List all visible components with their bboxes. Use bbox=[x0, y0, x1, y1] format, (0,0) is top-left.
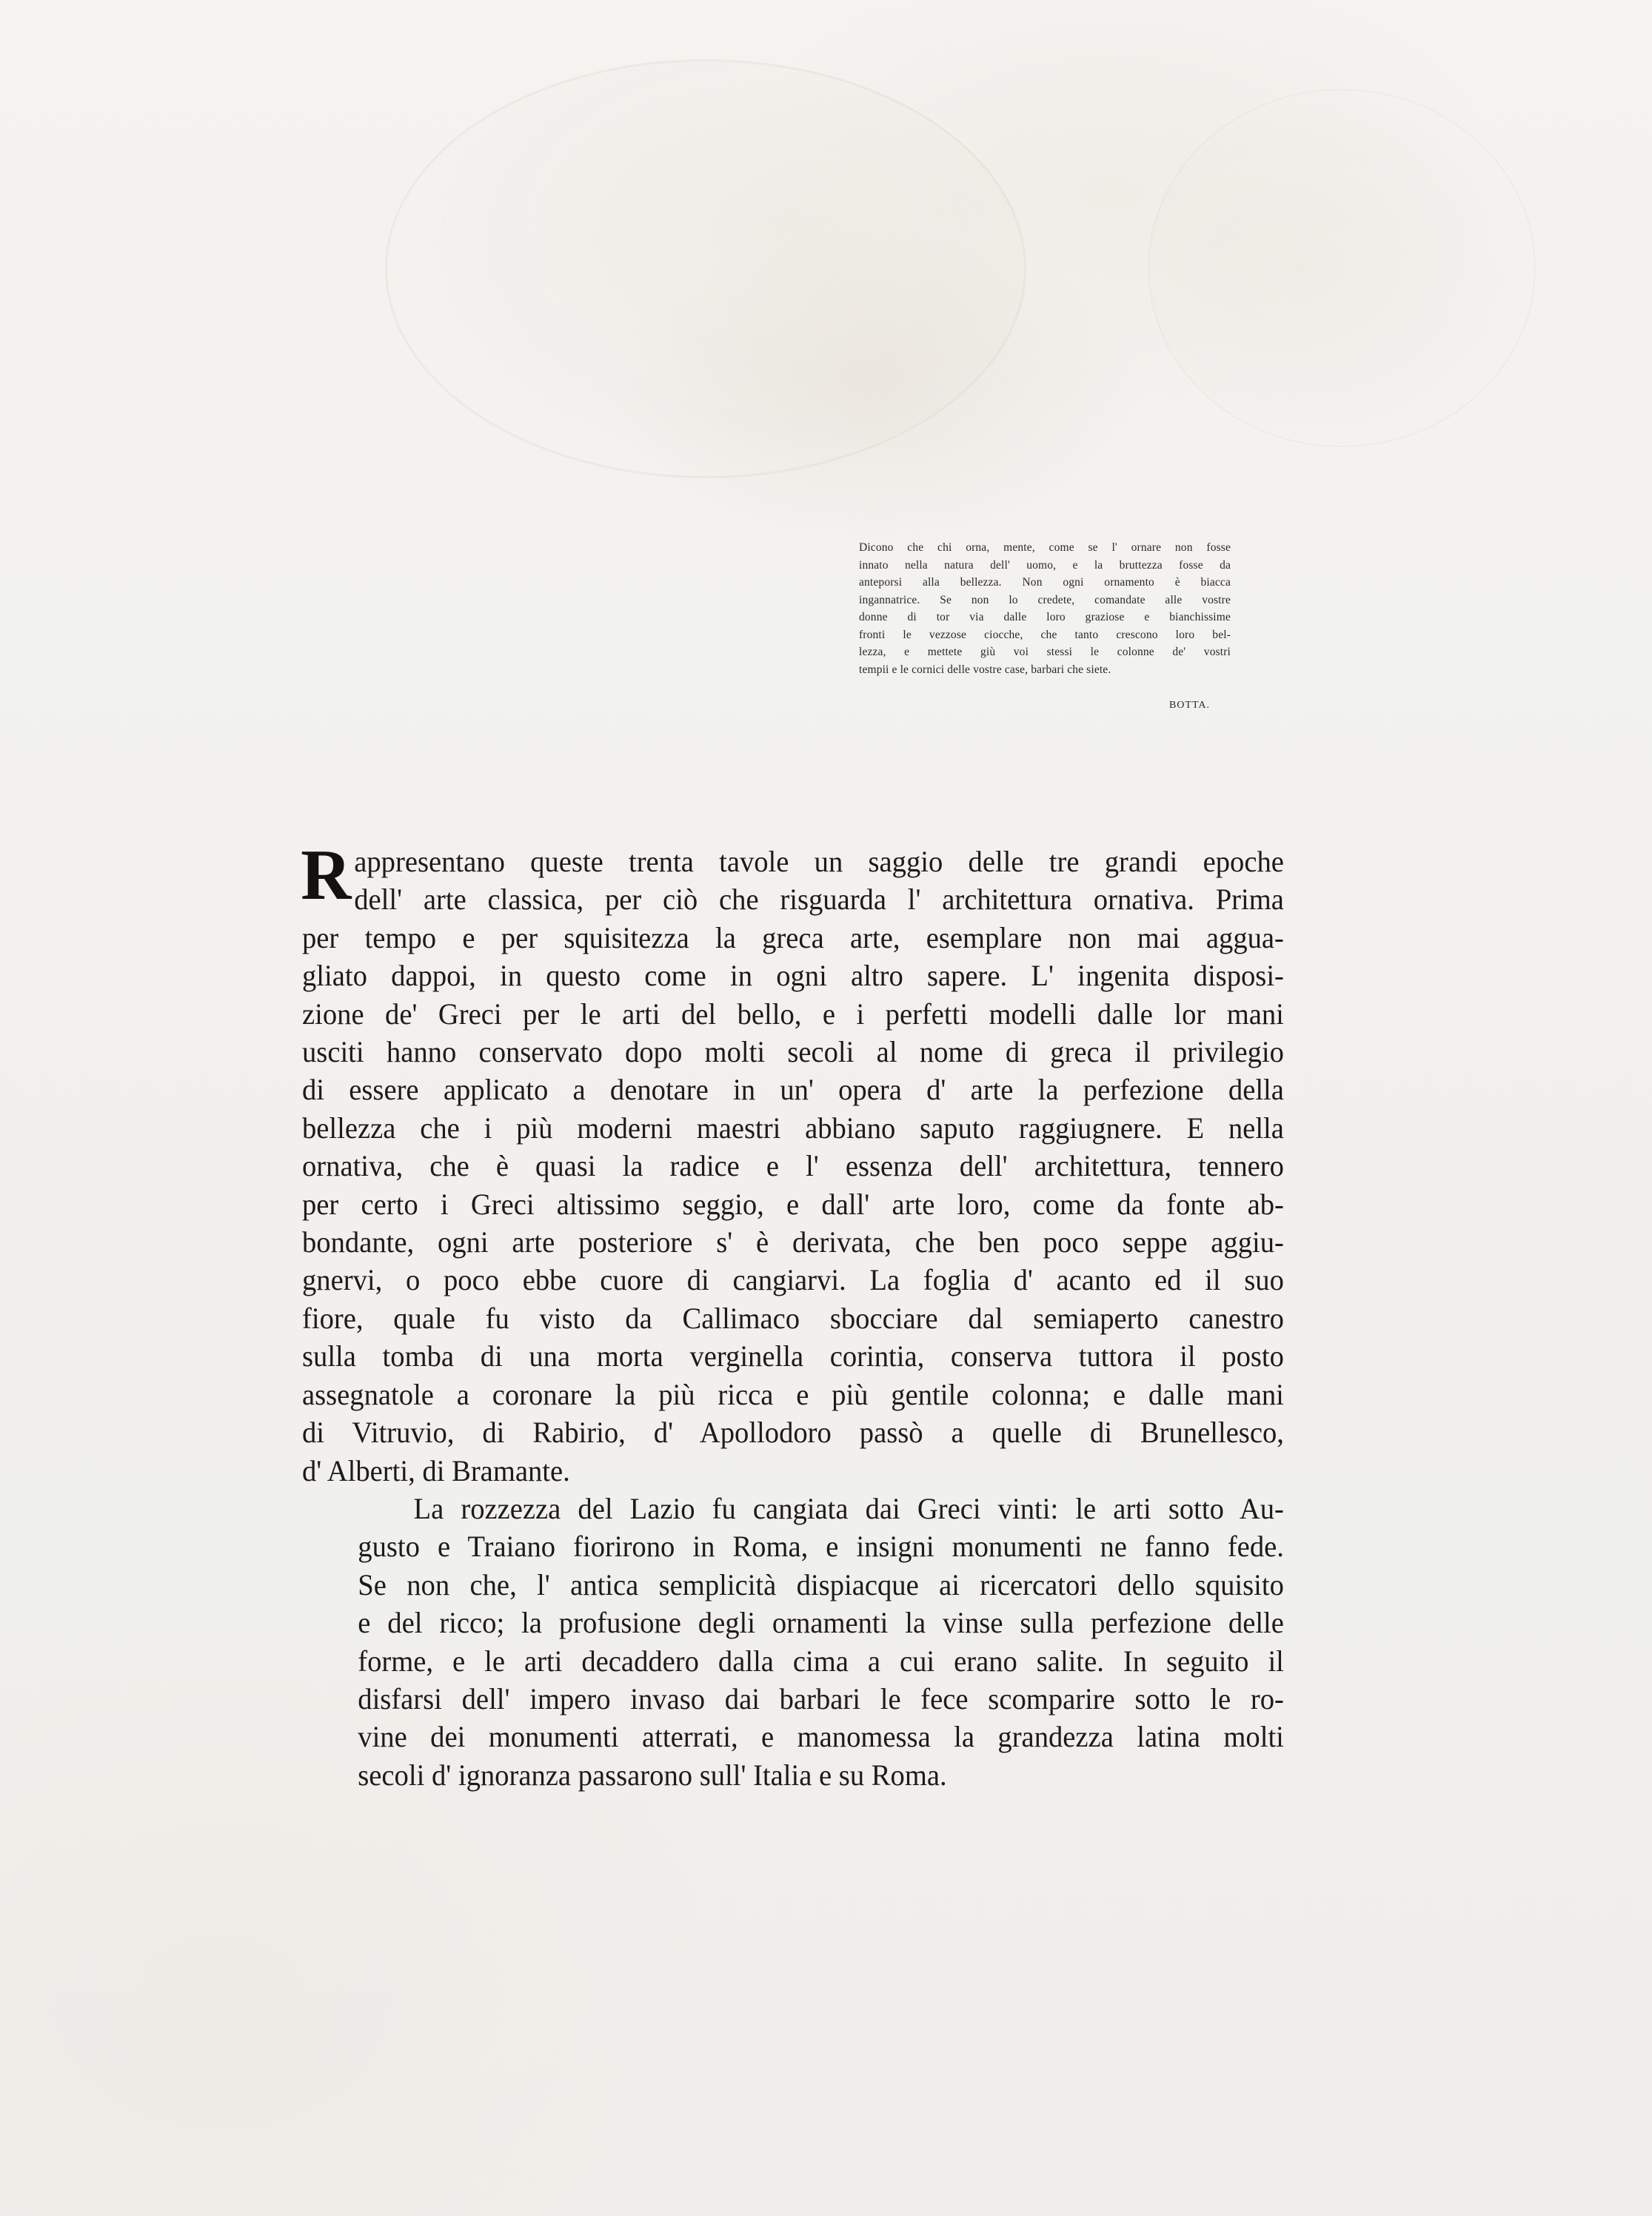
text-line: forme, e le arti decaddero dalla cima a cui erano salite. In seguito il bbox=[358, 1644, 1284, 1678]
body-text bbox=[301, 835, 1284, 1794]
text-line: zione de' Greci per le arti del bello, e i perfetti modelli dalle lor mani bbox=[302, 997, 1284, 1031]
epigraph-line: lezza, e mettete giù voi stessi le colonne de' vostri bbox=[859, 646, 1231, 658]
text-line: Se non che, l' antica semplicità dispiacque ai ricercatori dello squisito bbox=[358, 1567, 1284, 1601]
epigraph-author: BOTTA. bbox=[1168, 700, 1210, 711]
epigraph-line: innato nella natura dell' uomo, e la bruttezza fosse da bbox=[859, 558, 1231, 572]
text-line: ornativa, che è quasi la radice e l' essenza dell' architettura, tennero bbox=[302, 1149, 1284, 1183]
text-line: di Vitruvio, di Rabirio, d' Apollodoro passò a quelle di Brunellesco, bbox=[302, 1416, 1284, 1450]
text-line: bellezza che i più moderni maestri abbiano saputo raggiugnere. E nella bbox=[302, 1111, 1284, 1145]
text-line: secoli d' ignoranza passarono sull' Italia e su Roma. bbox=[358, 1758, 947, 1792]
paragraph-1 bbox=[301, 835, 1284, 1490]
text-line: per tempo e per squisitezza la greca arte, esemplare non mai aggua- bbox=[302, 920, 1284, 954]
paper-stain bbox=[1148, 89, 1536, 447]
text-line: fiore, quale fu visto da Callimaco sbocciare dal semiaperto canestro bbox=[302, 1301, 1284, 1335]
text-line: d' Alberti, di Bramante. bbox=[302, 1453, 570, 1487]
text-line: appresentano queste trenta tavole un saggio delle tre grandi epoche bbox=[354, 845, 1284, 878]
text-line: vine dei monumenti atterrati, e manomessa la grandezza latina molti bbox=[358, 1720, 1284, 1754]
drop-cap: R bbox=[301, 835, 352, 915]
epigraph-line: anteporsi alla bellezza. Non ogni ornamento è biacca bbox=[859, 576, 1231, 589]
epigraph-line: fronti le vezzose ciocche, che tanto crescono loro bel- bbox=[859, 628, 1231, 641]
text-line: bondante, ogni arte posteriore s' è derivata, che ben poco seppe aggiu- bbox=[302, 1225, 1284, 1259]
text-line: dell' arte classica, per ciò che risguarda l' architettura ornativa. Prima bbox=[354, 883, 1284, 917]
paragraph-2 bbox=[302, 1490, 1284, 1794]
epigraph-line: tempii e le cornici delle vostre case, barbari che siete. bbox=[859, 663, 1111, 676]
text-line: e del ricco; la profusione degli ornamenti la vinse sulla perfezione delle bbox=[358, 1606, 1284, 1640]
epigraph bbox=[859, 539, 1231, 678]
text-line: gnervi, o poco ebbe cuore di cangiarvi. La foglia d' acanto ed il suo bbox=[302, 1263, 1284, 1297]
text-line: usciti hanno conservato dopo molti secoli al nome di greca il privilegio bbox=[302, 1035, 1284, 1069]
epigraph-line: donne di tor via dalle loro graziose e bianchissime bbox=[859, 611, 1231, 623]
text-line: La rozzezza del Lazio fu cangiata dai Greci vinti: le arti sotto Au- bbox=[413, 1491, 1284, 1525]
text-line: sulla tomba di una morta verginella corintia, conserva tuttora il posto bbox=[302, 1339, 1284, 1373]
epigraph-line: Dicono che chi orna, mente, come se l' ornare non fosse bbox=[859, 541, 1231, 554]
text-line: gusto e Traiano fiorirono in Roma, e insigni monumenti ne fanno fede. bbox=[358, 1530, 1284, 1564]
text-line: disfarsi dell' impero invaso dai barbari le fece scomparire sotto le ro- bbox=[358, 1681, 1284, 1715]
paper-stain bbox=[385, 59, 1026, 478]
text-line: di essere applicato a denotare in un' opera d' arte la perfezione della bbox=[302, 1073, 1284, 1107]
text-line: gliato dappoi, in questo come in ogni altro sapere. L' ingenita disposi- bbox=[302, 959, 1284, 993]
text-line: assegnatole a coronare la più ricca e più gentile colonna; e dalle mani bbox=[302, 1377, 1284, 1411]
text-line: per certo i Greci altissimo seggio, e dall' arte loro, come da fonte ab- bbox=[302, 1187, 1284, 1221]
epigraph-line: ingannatrice. Se non lo credete, comandate alle vostre bbox=[859, 593, 1231, 606]
